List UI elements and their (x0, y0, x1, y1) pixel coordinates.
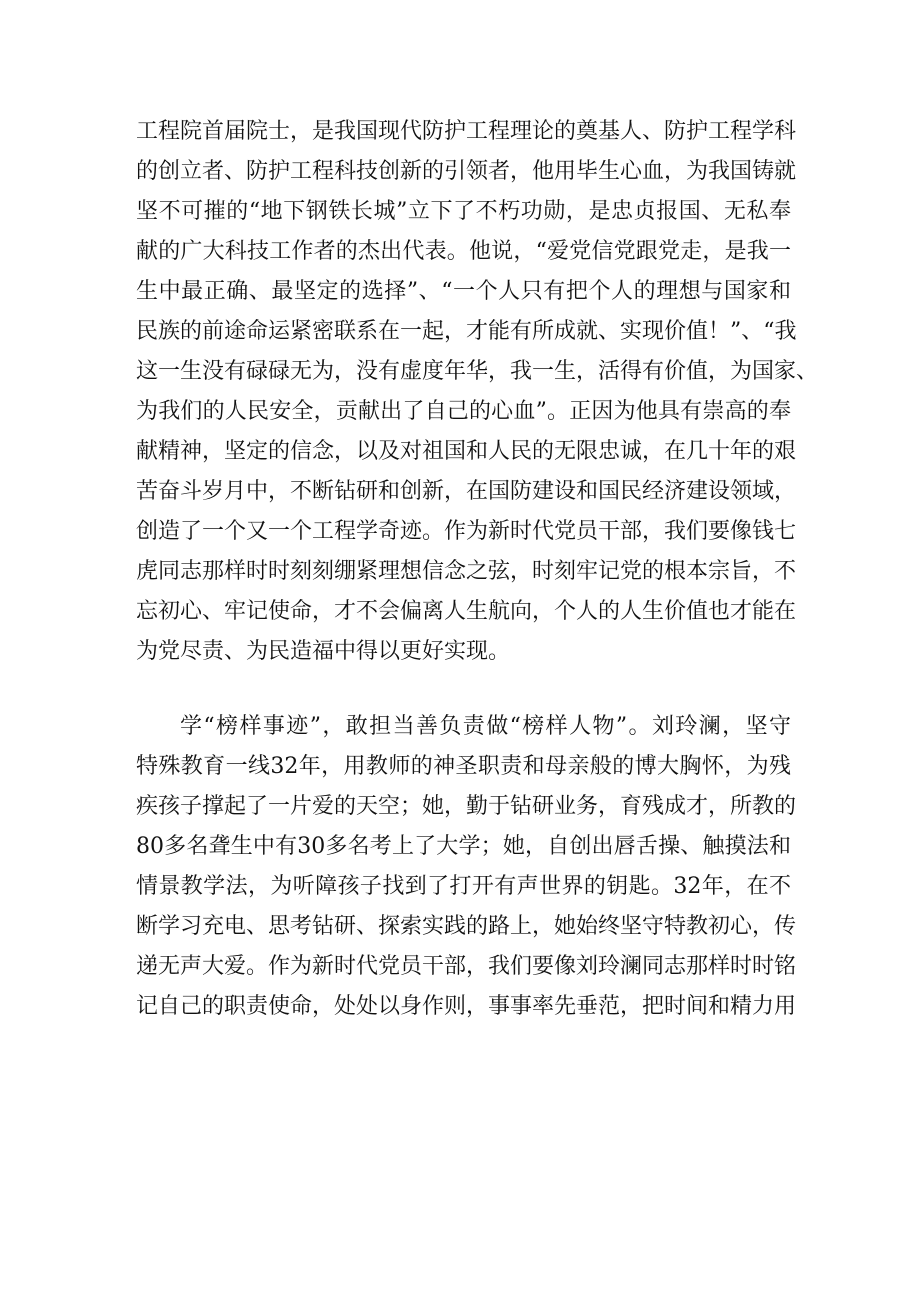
text-line: 忘初心、牢记使命，才不会偏离人生航向，个人的人生价值也才能在 (136, 599, 797, 624)
text-line: 献精神，坚定的信念，以及对祖国和人民的无限忠诚，在几十年的艰 (136, 439, 797, 464)
body-text (136, 112, 819, 1027)
paragraph-spacing (136, 672, 791, 707)
text-line: 递无声大爱。作为新时代党员干部，我们要像刘玲澜同志那样时时铭 (136, 954, 797, 979)
text-line: 献的广大科技工作者的杰出代表。他说，“爱党信党跟党走，是我一 (136, 239, 791, 264)
text-line: 特殊教育一线32年，用教师的神圣职责和母亲般的博大胸怀，为残 (136, 754, 791, 779)
text-line: 坚不可摧的“地下钢铁长城”立下了不朽功勋，是忠贞报国、无私奉 (136, 199, 791, 224)
text-line: 80多名聋生中有30多名考上了大学；她，自创出唇舌操、触摸法和 (136, 834, 791, 859)
text-line: 生中最正确、最坚定的选择”、“一个人只有把个人的理想与国家和 (136, 279, 791, 304)
text-line: 记自己的职责使命，处处以身作则，事事率先垂范，把时间和精力用 (136, 994, 797, 1019)
paragraph-2 (136, 707, 797, 1027)
text-line: 断学习充电、思考钻研、探索实践的路上，她始终坚守特教初心，传 (136, 914, 797, 939)
text-line: 疾孩子撑起了一片爱的天空；她，勤于钻研业务，育残成才，所教的 (136, 794, 797, 819)
text-line: 工程院首届院士，是我国现代防护工程理论的奠基人、防护工程学科 (136, 119, 797, 144)
text-line: 苦奋斗岁月中，不断钻研和创新，在国防建设和国民经济建设领域， (136, 479, 797, 504)
text-line: 学“榜样事迹”，敢担当善负责做“榜样人物”。刘玲澜，坚守 (180, 714, 791, 739)
text-line: 情景教学法，为听障孩子找到了打开有声世界的钥匙。32年，在不 (136, 874, 791, 899)
text-line: 民族的前途命运紧密联系在一起，才能有所成就、实现价值！”、“我 (136, 319, 797, 344)
paragraph-1 (136, 112, 819, 672)
text-line: 的创立者、防护工程科技创新的引领者，他用毕生心血，为我国铸就 (136, 159, 797, 184)
text-line: 为我们的人民安全，贡献出了自己的心血”。正因为他具有崇高的奉 (136, 399, 791, 424)
text-line: 虎同志那样时时刻刻绷紧理想信念之弦，时刻牢记党的根本宗旨，不 (136, 559, 797, 584)
text-line: 这一生没有碌碌无为，没有虚度年华，我一生，活得有价值，为国家、 (136, 359, 819, 384)
text-line: 创造了一个又一个工程学奇迹。作为新时代党员干部，我们要像钱七 (136, 519, 797, 544)
text-line: 为党尽责、为民造福中得以更好实现。 (136, 639, 511, 664)
